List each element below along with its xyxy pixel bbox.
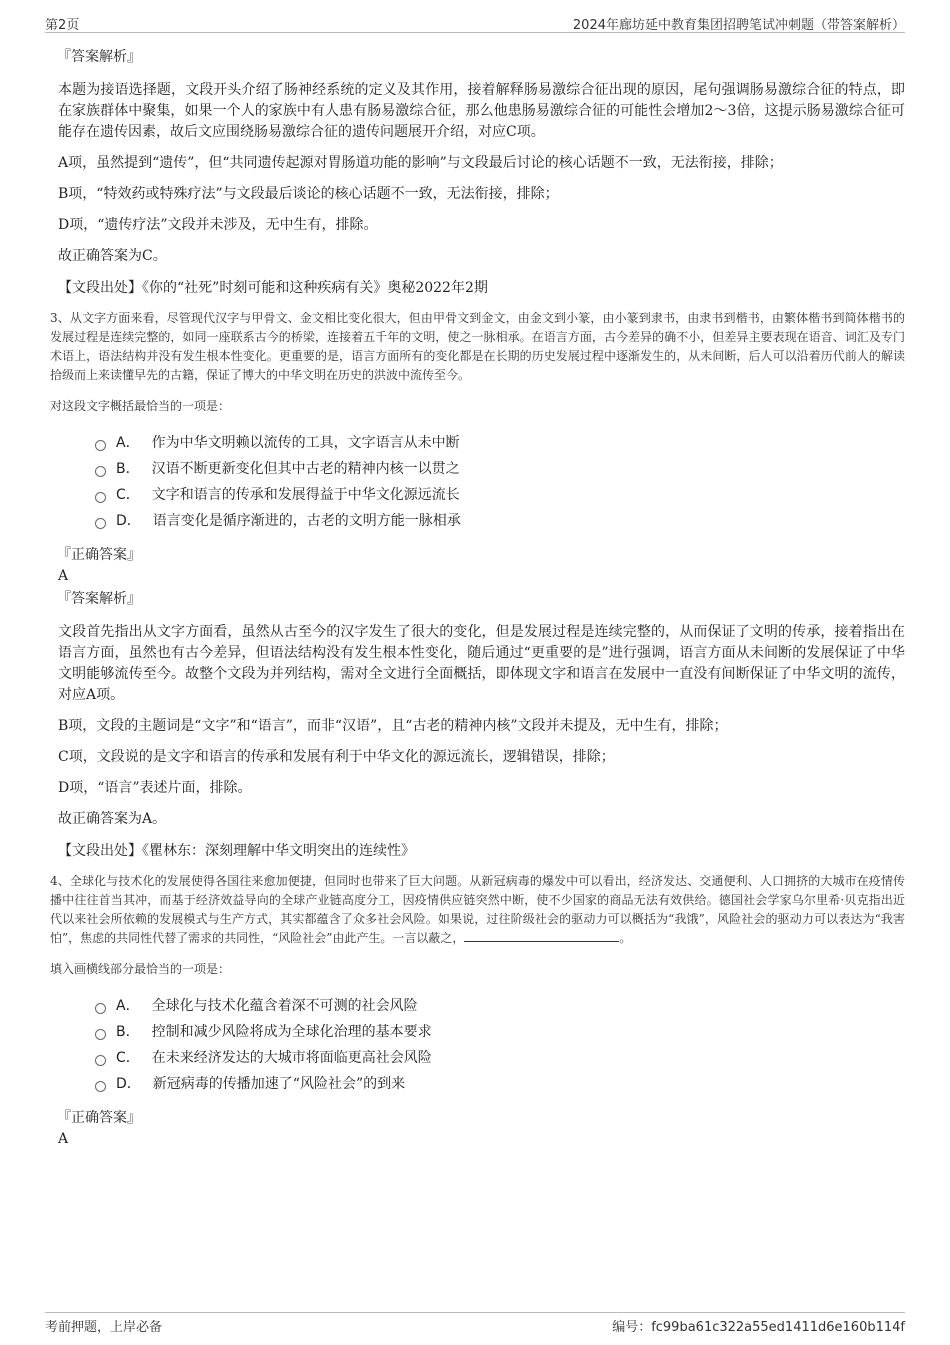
radio-icon[interactable] [95,492,106,503]
footer-slogan: 考前押题，上岸必备 [45,1320,163,1335]
q3-prompt: 对这段文字概括最恰当的一项是： [50,399,231,413]
q3-option-a[interactable] [95,430,905,456]
option-letter: C． [116,1050,140,1066]
q3-analysis-b: B项，文段的主题词是“文字”和“语言”，而非“汉语”，且“古老的精神内核”文段并未提及，无中生有，排除； [58,718,728,734]
radio-icon[interactable] [95,518,106,529]
radio-icon[interactable] [95,466,106,477]
option-text: 新冠病毒的传播加速了“风险社会”的到来 [152,1076,406,1092]
q4-option-b[interactable] [95,1019,905,1045]
radio-icon[interactable] [95,1003,106,1014]
q2-conclusion: 故正确答案为C。 [58,248,167,264]
document-title: 2024年廊坊延中教育集团招聘笔试冲刺题（带答案解析） [572,18,905,33]
page-number: 第2页 [45,18,80,33]
q4-stem-end: 。 [619,931,632,945]
q2-analysis-d: D项，“遗传疗法”文段并未涉及，无中生有，排除。 [58,217,378,233]
option-letter: B． [116,461,140,477]
q4-option-d[interactable] [95,1071,905,1097]
page-header [45,12,905,33]
q3-conclusion: 故正确答案为A。 [58,811,167,827]
q3-answer: A [58,568,69,584]
q3-option-b[interactable] [95,456,905,482]
q3-option-c[interactable] [95,482,905,508]
option-text: 作为中华文明赖以流传的工具，文字语言从未中断 [151,435,460,451]
option-text: 全球化与技术化蕴含着深不可测的社会风险 [151,998,418,1014]
option-text: 控制和减少风险将成为全球化治理的基本要求 [151,1024,432,1040]
option-text: 语言变化是循序渐进的，古老的文明方能一脉相承 [152,513,461,529]
radio-icon[interactable] [95,1029,106,1040]
page-content [50,46,905,1151]
q3-analysis-c: C项，文段说的是文字和语言的传承和发展有利于中华文化的源远流长，逻辑错误，排除； [58,749,615,765]
q2-source: 【文段出处】《你的“社死”时刻可能和这种疾病有关》奥秘2022年2期 [58,280,488,296]
q4-answer-label: 『正确答案』 [57,1110,141,1126]
q3-analysis-intro: 文段首先指出从文字方面看，虽然从古至今的汉字发生了很大的变化，但是发展过程是连续完整的，从而保证了文明的传承，接着指出在语言方面，虽然也有古今差异，但语法结构没有发生根本性变化，随后通过“更重要的是”进行强调，语言方面从未间断的发展保证了中华文明能够流传至今。故整个文段为并列结构，需对全文进行全面概括，即体现文字和语言在发展中一直没有间断保证了中华文明的流传，对应A项。 [58,624,905,703]
radio-icon[interactable] [95,1081,106,1092]
q4-option-c[interactable] [95,1045,905,1071]
q3-answer-label: 『正确答案』 [57,547,141,563]
radio-icon[interactable] [95,1055,106,1066]
option-letter: D． [116,513,141,529]
q4-option-a[interactable] [95,993,905,1019]
option-text: 文字和语言的传承和发展得益于中华文化源远流长 [151,487,460,503]
q4-stem [50,872,905,948]
q3-stem: 3、从文字方面来看，尽管现代汉字与甲骨文、金文相比变化很大，但由甲骨文到金文，由金文到小篆，由小篆到隶书，由隶书到楷书，由繁体楷书到简体楷书的发展过程是连续完整的，如同一座联系古今的桥梁，连接着五千年的文明，使之一脉相承。在语言方面，古今差异的确不小，但差异主要表现在语音、词汇及专门术语上，语法结构并没有发生根本性变化。更重要的是，语言方面所有的变化都是在长期的历史发展过程中逐渐发生的，从未间断，后人可以沿着历代前人的解读拾级而上来读懂早先的古籍，保证了博大的中华文明在历史的洪波中流传至今。 [50,311,905,382]
q3-source: 【文段出处】《瞿林东：深刻理解中华文明突出的连续性》 [58,843,415,859]
option-letter: A． [116,435,140,451]
q4-options [95,993,905,1097]
q2-analysis-a: A项，虽然提到“遗传”，但“共同遗传起源对胃肠道功能的影响”与文段最后讨论的核心话题不一致，无法衔接，排除； [58,155,783,171]
option-letter: A． [116,998,140,1014]
option-letter: C． [116,487,140,503]
q3-analysis-d: D项，“语言”表述片面，排除。 [58,780,252,796]
q2-analysis-label: 『答案解析』 [57,49,141,65]
option-letter: D． [116,1076,141,1092]
q4-stem-text: 4、全球化与技术化的发展使得各国往来愈加便捷，但同时也带来了巨大问题。从新冠病毒的爆发中可以看出，经济发达、交通便利、人口拥挤的大城市在疫情传播中往往首当其冲，而基于经济效益导向的全球产业链高度分工，因疫情供应链突然中断，使不少国家的商品无法有效供给。德国社会学家乌尔里希·贝克指出近代以来社会所依赖的发展模式与生产方式，其实都蕴含了众多社会风险。如果说，过往阶级社会的驱动力可以概括为“我饿”，风险社会的驱动力可以表达为“我害怕”，焦虑的共同性代替了需求的共同性，“风险社会”由此产生。一言以蔽之， [50,874,905,945]
document-code: 编号：fc99ba61c322a55ed1411d6e160b114f [612,1320,905,1335]
q2-analysis-intro: 本题为接语选择题，文段开头介绍了肠神经系统的定义及其作用，接着解释肠易激综合征出现的原因，尾句强调肠易激综合征的特点，即在家族群体中聚集，如果一个人的家族中有人患有肠易激综合征，那么他患肠易激综合征的可能性会增加2～3倍，这提示肠易激综合征可能存在遗传因素，故后文应围绕肠易激综合征的遗传问题展开介绍，对应C项。 [58,82,905,140]
q3-options [95,430,905,534]
option-text: 汉语不断更新变化但其中古老的精神内核一以贯之 [151,461,460,477]
q3-option-d[interactable] [95,508,905,534]
fill-blank-line [464,929,619,942]
q4-answer: A [58,1131,69,1147]
option-text: 在未来经济发达的大城市将面临更高社会风险 [151,1050,432,1066]
option-letter: B． [116,1024,140,1040]
q4-prompt: 填入画横线部分最恰当的一项是： [50,962,231,976]
q2-analysis-b: B项，“特效药或特殊疗法”与文段最后谈论的核心话题不一致，无法衔接，排除； [58,186,559,202]
radio-icon[interactable] [95,440,106,451]
page-footer [45,1312,905,1335]
q3-analysis-label: 『答案解析』 [57,591,141,607]
